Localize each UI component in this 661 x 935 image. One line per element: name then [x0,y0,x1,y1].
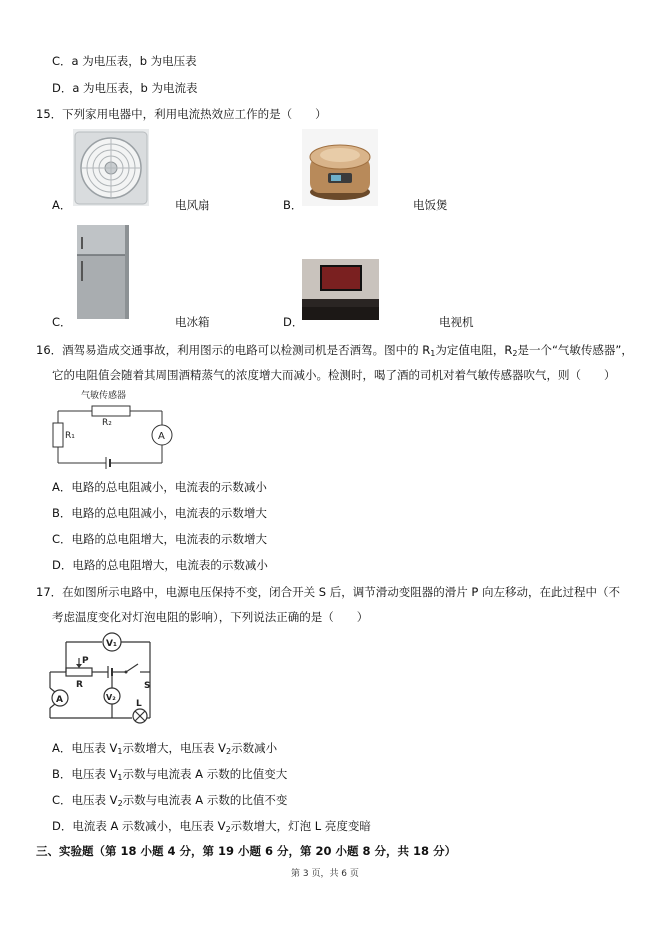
lamp-l-label: L [136,699,142,709]
rheostat [66,668,92,676]
q16-option-b: B．电路的总电阻减小，电流表的示数增大 [52,506,267,520]
q16-circuit-diagram [50,385,180,469]
q17-option-b: B．电压表 $V_1$示数与电流表 A 示数的比值变大 [52,767,288,782]
switch [126,664,138,672]
q17-option-a: A．电压表 $V_1$示数增大，电压表 $V_2$示数减小 [52,741,278,756]
q15-option-c-letter: C． [52,315,72,329]
q15-option-c-label: 电冰箱 [175,315,210,329]
r1-label: R₁ [65,431,75,441]
q17-option-c: C．电压表 $V_2$示数与电流表 A 示数的比值不变 [52,793,288,808]
q15-stem: 15．下列家用电器中，利用电流热效应工作的是（ ） [36,107,327,121]
switch-s-label: S [144,681,151,691]
q15-option-d-label: 电视机 [439,315,474,329]
option-c-prev: C．a 为电压表，b 为电压表 [52,54,197,68]
r2-label: R₂ [102,418,112,428]
q15-option-b-letter: B． [283,198,303,212]
q16-option-c: C．电路的总电阻增大，电流表的示数增大 [52,532,268,546]
slider-p-label: P [82,656,89,666]
q17-stem-line2: 考虑温度变化对灯泡电阻的影响），下列说法正确的是（ ） [52,610,369,624]
q15-option-a-label: 电风扇 [175,198,210,212]
section-3-heading: 三、实验题（第 18 小题 4 分，第 19 小题 6 分，第 20 小题 8 分，共 18 分） [36,844,457,858]
ammeter-label: A [158,431,165,442]
electric-fan-image [73,129,149,206]
v2-label: V₂ [106,693,116,702]
r1-resistor [53,423,63,447]
sensor-label: 气敏传感器 [81,391,127,401]
option-d-prev: D．a 为电压表，b 为电流表 [52,81,198,95]
q15-option-b-label: 电饭煲 [413,198,448,212]
q16-option-a: A．电路的总电阻减小，电流表的示数减小 [52,480,267,494]
q16-stem-line2: 它的电阻值会随着其周围酒精蒸气的浓度增大而减小。检测时，喝了酒的司机对着气敏传感器吹气，则（ ） [52,368,616,382]
q15-option-a-letter: A． [52,198,72,212]
q15-option-d-letter: D． [283,315,304,329]
rheostat-r-label: R [76,680,83,690]
page-footer: 第 3 页，共 6 页 [291,869,359,879]
q16-option-d: D．电路的总电阻增大，电流表的示数减小 [52,558,268,572]
q17-circuit-diagram [46,630,166,726]
q17-stem-line1: 17．在如图所示电路中，电源电压保持不变，闭合开关 S 后，调节滑动变阻器的滑片 P 向左移动，在此过程中（不 [36,585,620,599]
ammeter-label: A [56,695,63,705]
rice-cooker-image [302,129,378,206]
q16-stem-line1: 16．酒驾易造成交通事故，利用图示的电路可以检测司机是否酒驾。图中的 $R_1$为定值电阻，$R_2$是一个“气敏传感器”， [36,343,633,358]
v1-label: V₁ [106,639,117,649]
q17-option-d: D．电流表 A 示数减小，电压表 $V_2$示数增大，灯泡 L 亮度变暗 [52,819,371,834]
r2-resistor [92,406,130,416]
television-image [302,259,379,320]
refrigerator-image [73,223,131,321]
